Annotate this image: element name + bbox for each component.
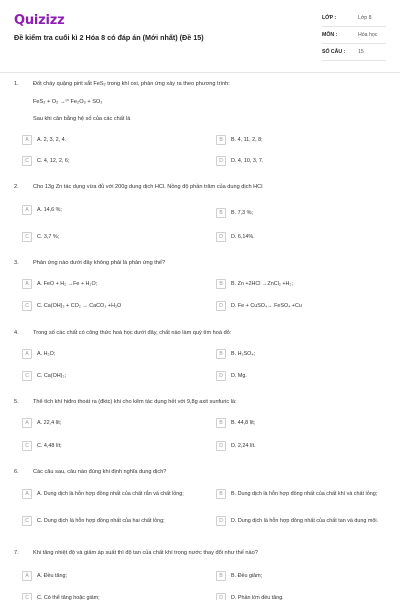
option-letter-box: B	[216, 489, 226, 499]
option-letter-box: D	[216, 593, 226, 600]
meta-row-class	[322, 10, 386, 27]
option-b[interactable]	[216, 349, 255, 359]
option-letter-box: D	[216, 371, 226, 381]
option-letter-box: D	[216, 156, 226, 166]
question-number: 6.	[14, 469, 19, 475]
option-text: A. Đều tăng;	[37, 572, 67, 579]
option-b[interactable]	[216, 489, 388, 499]
question-text: Cho 13g Zn tác dụng vừa đủ với 200g dung dịch HCl. Nồng độ phần trăm của dung dịch HCl	[33, 184, 263, 190]
question-number: 7.	[14, 550, 19, 556]
option-a[interactable]	[22, 205, 62, 215]
option-text: B. H₂SO₄;	[231, 350, 256, 357]
option-letter-box: D	[216, 232, 226, 242]
option-text: D. Fe + CuSO₄→ FeSO₄ +Cu	[231, 302, 302, 309]
meta-label: LỚP :	[322, 15, 337, 21]
option-letter-box: D	[216, 516, 226, 526]
option-letter-box: C	[22, 593, 32, 600]
option-b[interactable]	[216, 208, 253, 218]
meta-value: Lớp 8	[358, 15, 372, 21]
option-c[interactable]	[22, 232, 59, 242]
option-letter-box: C	[22, 516, 32, 526]
question-text: Trong số các chất có công thức hoá học dưới đây, chất nào làm quỳ tím hoá đỏ:	[33, 330, 232, 336]
option-letter-box: A	[22, 571, 32, 581]
option-text: D. 6,14%.	[231, 233, 255, 240]
meta-value: Hóa học	[358, 32, 378, 38]
option-text: D. 4, 10, 3, 7.	[231, 157, 264, 164]
option-letter-box: C	[22, 232, 32, 242]
option-letter-box: C	[22, 441, 32, 451]
option-letter-box: C	[22, 371, 32, 381]
option-letter-box: A	[22, 349, 32, 359]
worksheet-title: Đề kiểm tra cuối kì 2 Hóa 8 có đáp án (Mới nhất) (Đề 15)	[14, 33, 204, 42]
option-a[interactable]	[22, 135, 66, 145]
option-text: B. 4, 11, 2, 8;	[231, 136, 263, 143]
option-a[interactable]	[22, 418, 61, 428]
option-text: C. 4,48 lít;	[37, 442, 62, 449]
option-text: B. 7,3 %;	[231, 209, 253, 216]
option-d[interactable]	[216, 301, 302, 311]
option-text: D. 2,24 lít.	[231, 442, 256, 449]
option-letter-box: B	[216, 418, 226, 428]
option-text: D. Phần lớn đều tăng.	[231, 594, 284, 600]
meta-label: MÔN :	[322, 32, 338, 38]
option-letter-box: A	[22, 418, 32, 428]
option-text: B. Zn +2HCl →ZnCl₂ +H₂;	[231, 280, 294, 287]
option-text: C. Dung dịch là hỗn hợp đồng nhất của hai chất lỏng;	[37, 517, 165, 524]
question-text: Khi tăng nhiệt độ và giảm áp suất thì độ tan của chất khí trong nước thay đổi như thế nào?	[33, 550, 258, 556]
option-text: A. 22,4 lít;	[37, 419, 62, 426]
question-number: 1.	[14, 81, 19, 87]
option-d[interactable]	[216, 441, 256, 451]
meta-row-subject	[322, 27, 386, 44]
option-a[interactable]	[22, 571, 67, 581]
option-text: D. Dung dịch là hỗn hợp đồng nhất của chất tan và dung môi.	[231, 517, 379, 524]
question-text: Đốt cháy quặng pirit sắt FeS₂ trong khí oxi, phản ứng xảy ra theo phương trình:	[33, 81, 230, 87]
option-letter-box: A	[22, 279, 32, 289]
option-letter-box: D	[216, 301, 226, 311]
option-c[interactable]	[22, 593, 100, 600]
question-text: Thể tích khí hiđro thoát ra (đktc) khi cho kẽm tác dụng hết với 9,8g axit sunfuric là:	[33, 399, 237, 405]
option-d[interactable]	[216, 516, 388, 526]
option-letter-box: B	[216, 279, 226, 289]
option-letter-box: C	[22, 156, 32, 166]
option-b[interactable]	[216, 418, 255, 428]
question-number: 2.	[14, 184, 19, 190]
option-b[interactable]	[216, 571, 262, 581]
question-text: Các câu sau, câu nào đúng khi định nghĩa dung dịch?	[33, 469, 167, 475]
option-d[interactable]	[216, 232, 255, 242]
question-number: 4.	[14, 330, 19, 336]
option-b[interactable]	[216, 279, 293, 289]
option-text: B. Đều giảm;	[231, 572, 263, 579]
option-text: C. 4, 12, 2, 6;	[37, 157, 70, 164]
option-text: C. Ca(OH)₂;	[37, 372, 67, 379]
option-c[interactable]	[22, 371, 66, 381]
option-a[interactable]	[22, 349, 55, 359]
option-letter-box: D	[216, 441, 226, 451]
option-letter-box: C	[22, 301, 32, 311]
option-a[interactable]	[22, 489, 202, 499]
option-text: C. Ca(OH)₂ + CO₂ → CaCO₃ +H₂O	[37, 302, 122, 309]
meta-value: 15	[358, 49, 364, 55]
option-text: B. Dung dịch là hỗn hợp đồng nhất của chất khí và chất lỏng;	[231, 490, 378, 497]
meta-row-count	[322, 44, 386, 61]
option-text: A. H₂O;	[37, 350, 56, 357]
option-letter-box: A	[22, 205, 32, 215]
option-text: C. 3,7 %;	[37, 233, 60, 240]
option-text: A. Dung dịch là hỗn hợp đồng nhất của chất rắn và chất lỏng;	[37, 490, 184, 497]
option-c[interactable]	[22, 516, 202, 526]
question-followup: Sau khi cân bằng hệ số của các chất là	[33, 116, 131, 122]
option-letter-box: B	[216, 208, 226, 218]
meta-label: SỐ CÂU :	[322, 49, 346, 55]
option-b[interactable]	[216, 135, 263, 145]
option-d[interactable]	[216, 593, 284, 600]
option-c[interactable]	[22, 441, 62, 451]
option-letter-box: B	[216, 571, 226, 581]
question-number: 3.	[14, 260, 19, 266]
option-letter-box: A	[22, 135, 32, 145]
question-equation: FeS₂ + O₂ →ᵗ° Fe₂O₃ + SO₂	[33, 99, 103, 105]
option-d[interactable]	[216, 371, 247, 381]
option-text: A. 2, 3, 2, 4.	[37, 136, 67, 143]
header-divider	[0, 72, 400, 73]
quizizz-logo: Quizizz	[14, 13, 65, 28]
option-letter-box: B	[216, 349, 226, 359]
option-letter-box: B	[216, 135, 226, 145]
option-c[interactable]	[22, 301, 121, 311]
option-a[interactable]	[22, 279, 97, 289]
meta-table	[322, 10, 386, 61]
option-text: D. Mg.	[231, 372, 247, 379]
option-text: B. 44,8 lít;	[231, 419, 256, 426]
question-number: 5.	[14, 399, 19, 405]
option-d[interactable]	[216, 156, 263, 166]
option-c[interactable]	[22, 156, 69, 166]
option-text: A. FeO + H₂ →Fe + H₂O;	[37, 280, 98, 287]
option-text: C. Có thể tăng hoặc giảm;	[37, 594, 100, 600]
question-text: Phản ứng nào dưới đây không phải là phản ứng thế?	[33, 260, 166, 266]
option-letter-box: A	[22, 489, 32, 499]
option-text: A. 14,6 %;	[37, 206, 62, 213]
